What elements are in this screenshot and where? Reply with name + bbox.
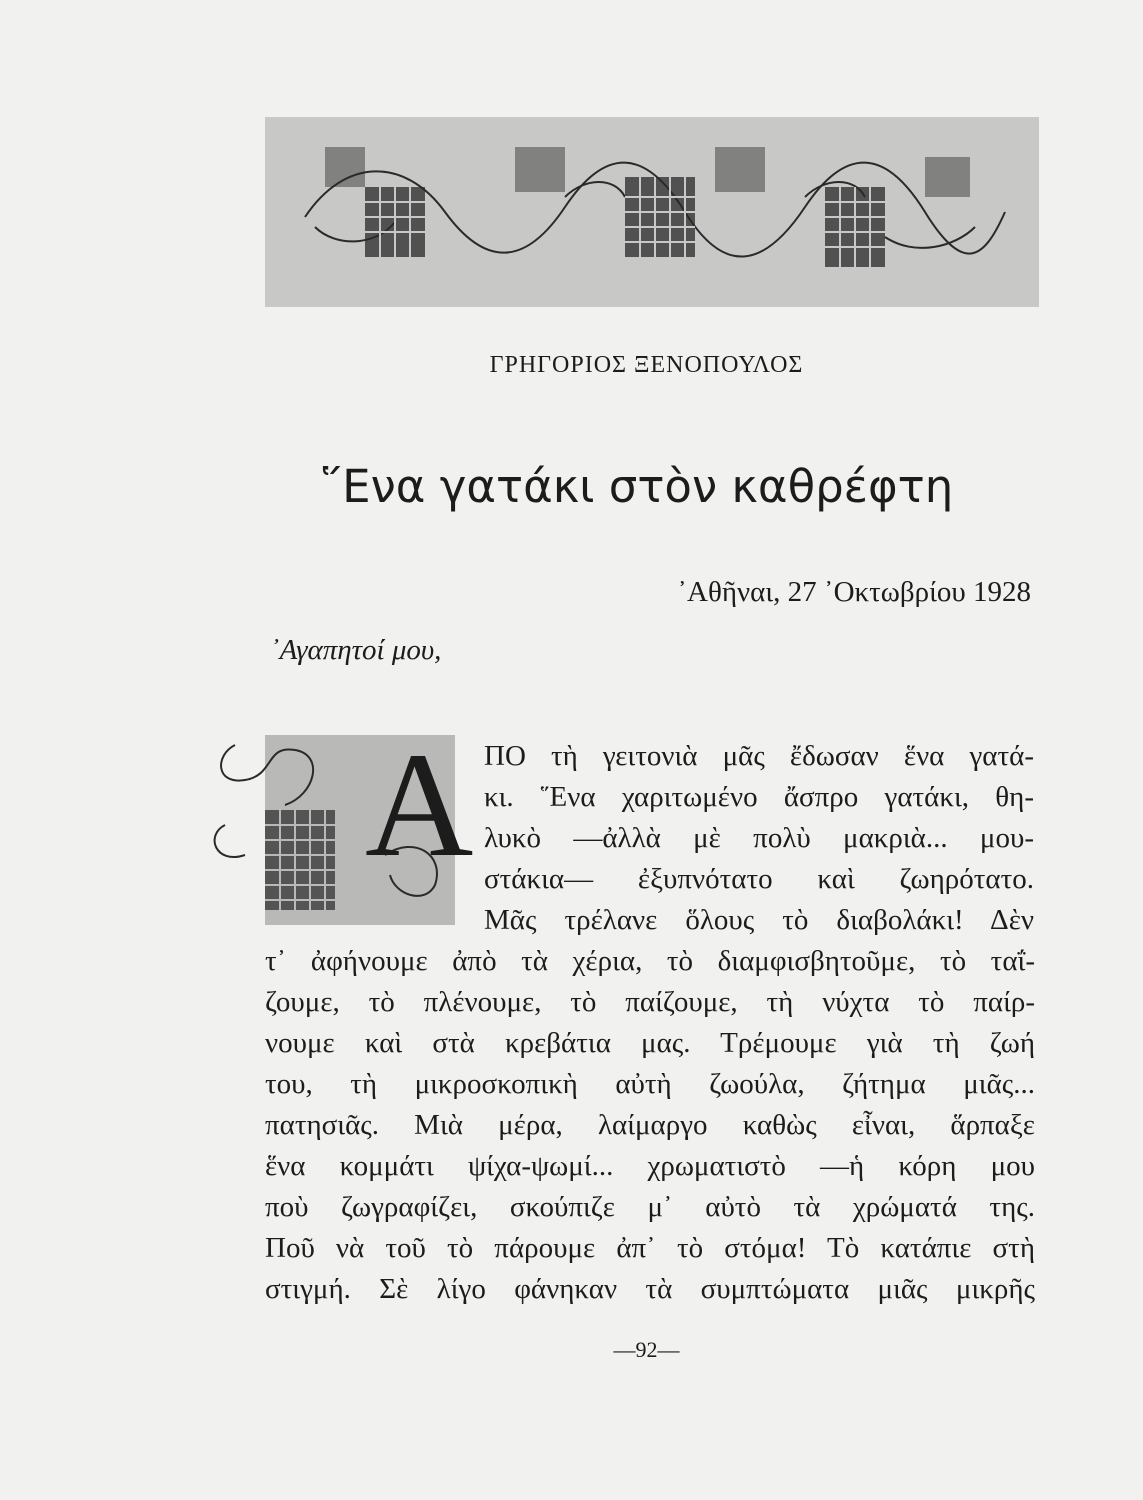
body-line: στάκια— ἐξυπνότατο καὶ ζωηρότατο. bbox=[484, 863, 1034, 895]
body-line: τ᾿ ἀφήνουμε ἀπὸ τὰ χέρια, τὸ διαμφισβητοῦμε, τὸ ταΐ- bbox=[265, 945, 1035, 977]
body-line: στιγμή. Σὲ λίγο φάνηκαν τὰ συμπτώματα μιᾶς μικρῆς bbox=[265, 1273, 1035, 1305]
body-line: λυκὸ —ἀλλὰ μὲ πολὺ μακριὰ... μου- bbox=[484, 822, 1034, 854]
body-line: ποὺ ζωγραφίζει, σκούπιζε μ᾿ αὐτὸ τὰ χρώματά της. bbox=[265, 1191, 1035, 1223]
body-line: Μᾶς τρέλανε ὅλους τὸ διαβολάκι! Δὲν bbox=[484, 904, 1034, 936]
body-line: του, τὴ μικροσκοπικὴ αὐτὴ ζωούλα, ζήτημα μιᾶς... bbox=[265, 1068, 1035, 1100]
story-title: ῞Ενα γατάκι στὸν καθρέφτη bbox=[319, 460, 954, 513]
body-line: Ποῦ νὰ τοῦ τὸ πάρουμε ἀπ᾿ τὸ στόμα! Τὸ κατάπιε στὴ bbox=[265, 1232, 1035, 1264]
body-line: ζουμε, τὸ πλένουμε, τὸ παίζουμε, τὴ νύχτα τὸ παίρ- bbox=[265, 986, 1035, 1018]
body-line: νουμε καὶ στὰ κρεβάτια μας. Τρέμουμε γιὰ τὴ ζωή bbox=[265, 1027, 1035, 1059]
body-line: πατησιᾶς. Μιὰ μέρα, λαίμαργο καθὼς εἶναι, ἅρπαξε bbox=[265, 1109, 1035, 1141]
drop-cap-letter: Α bbox=[365, 722, 474, 888]
author-name: ΓΡΗΓΟΡΙΟΣ ΞΕΝΟΠΟΥΛΟΣ bbox=[489, 352, 804, 378]
dateline: ᾿Αθῆναι, 27 ᾿Οκτωβρίου 1928 bbox=[677, 576, 1031, 608]
salutation: ᾿Αγαπητοί μου, bbox=[270, 634, 442, 666]
decorative-vine-banner bbox=[265, 117, 1039, 307]
body-line: ἕνα κομμάτι ψίχα-ψωμί... χρωματιστὸ —ἡ κόρη μου bbox=[265, 1150, 1035, 1182]
body-line: κι. ῞Ενα χαριτωμένο ἄσπρο γατάκι, θη- bbox=[484, 781, 1034, 813]
body-line: ΠΟ τὴ γειτονιὰ μᾶς ἔδωσαν ἕνα γατά- bbox=[484, 740, 1034, 772]
page-number: —92— bbox=[613, 1337, 680, 1362]
